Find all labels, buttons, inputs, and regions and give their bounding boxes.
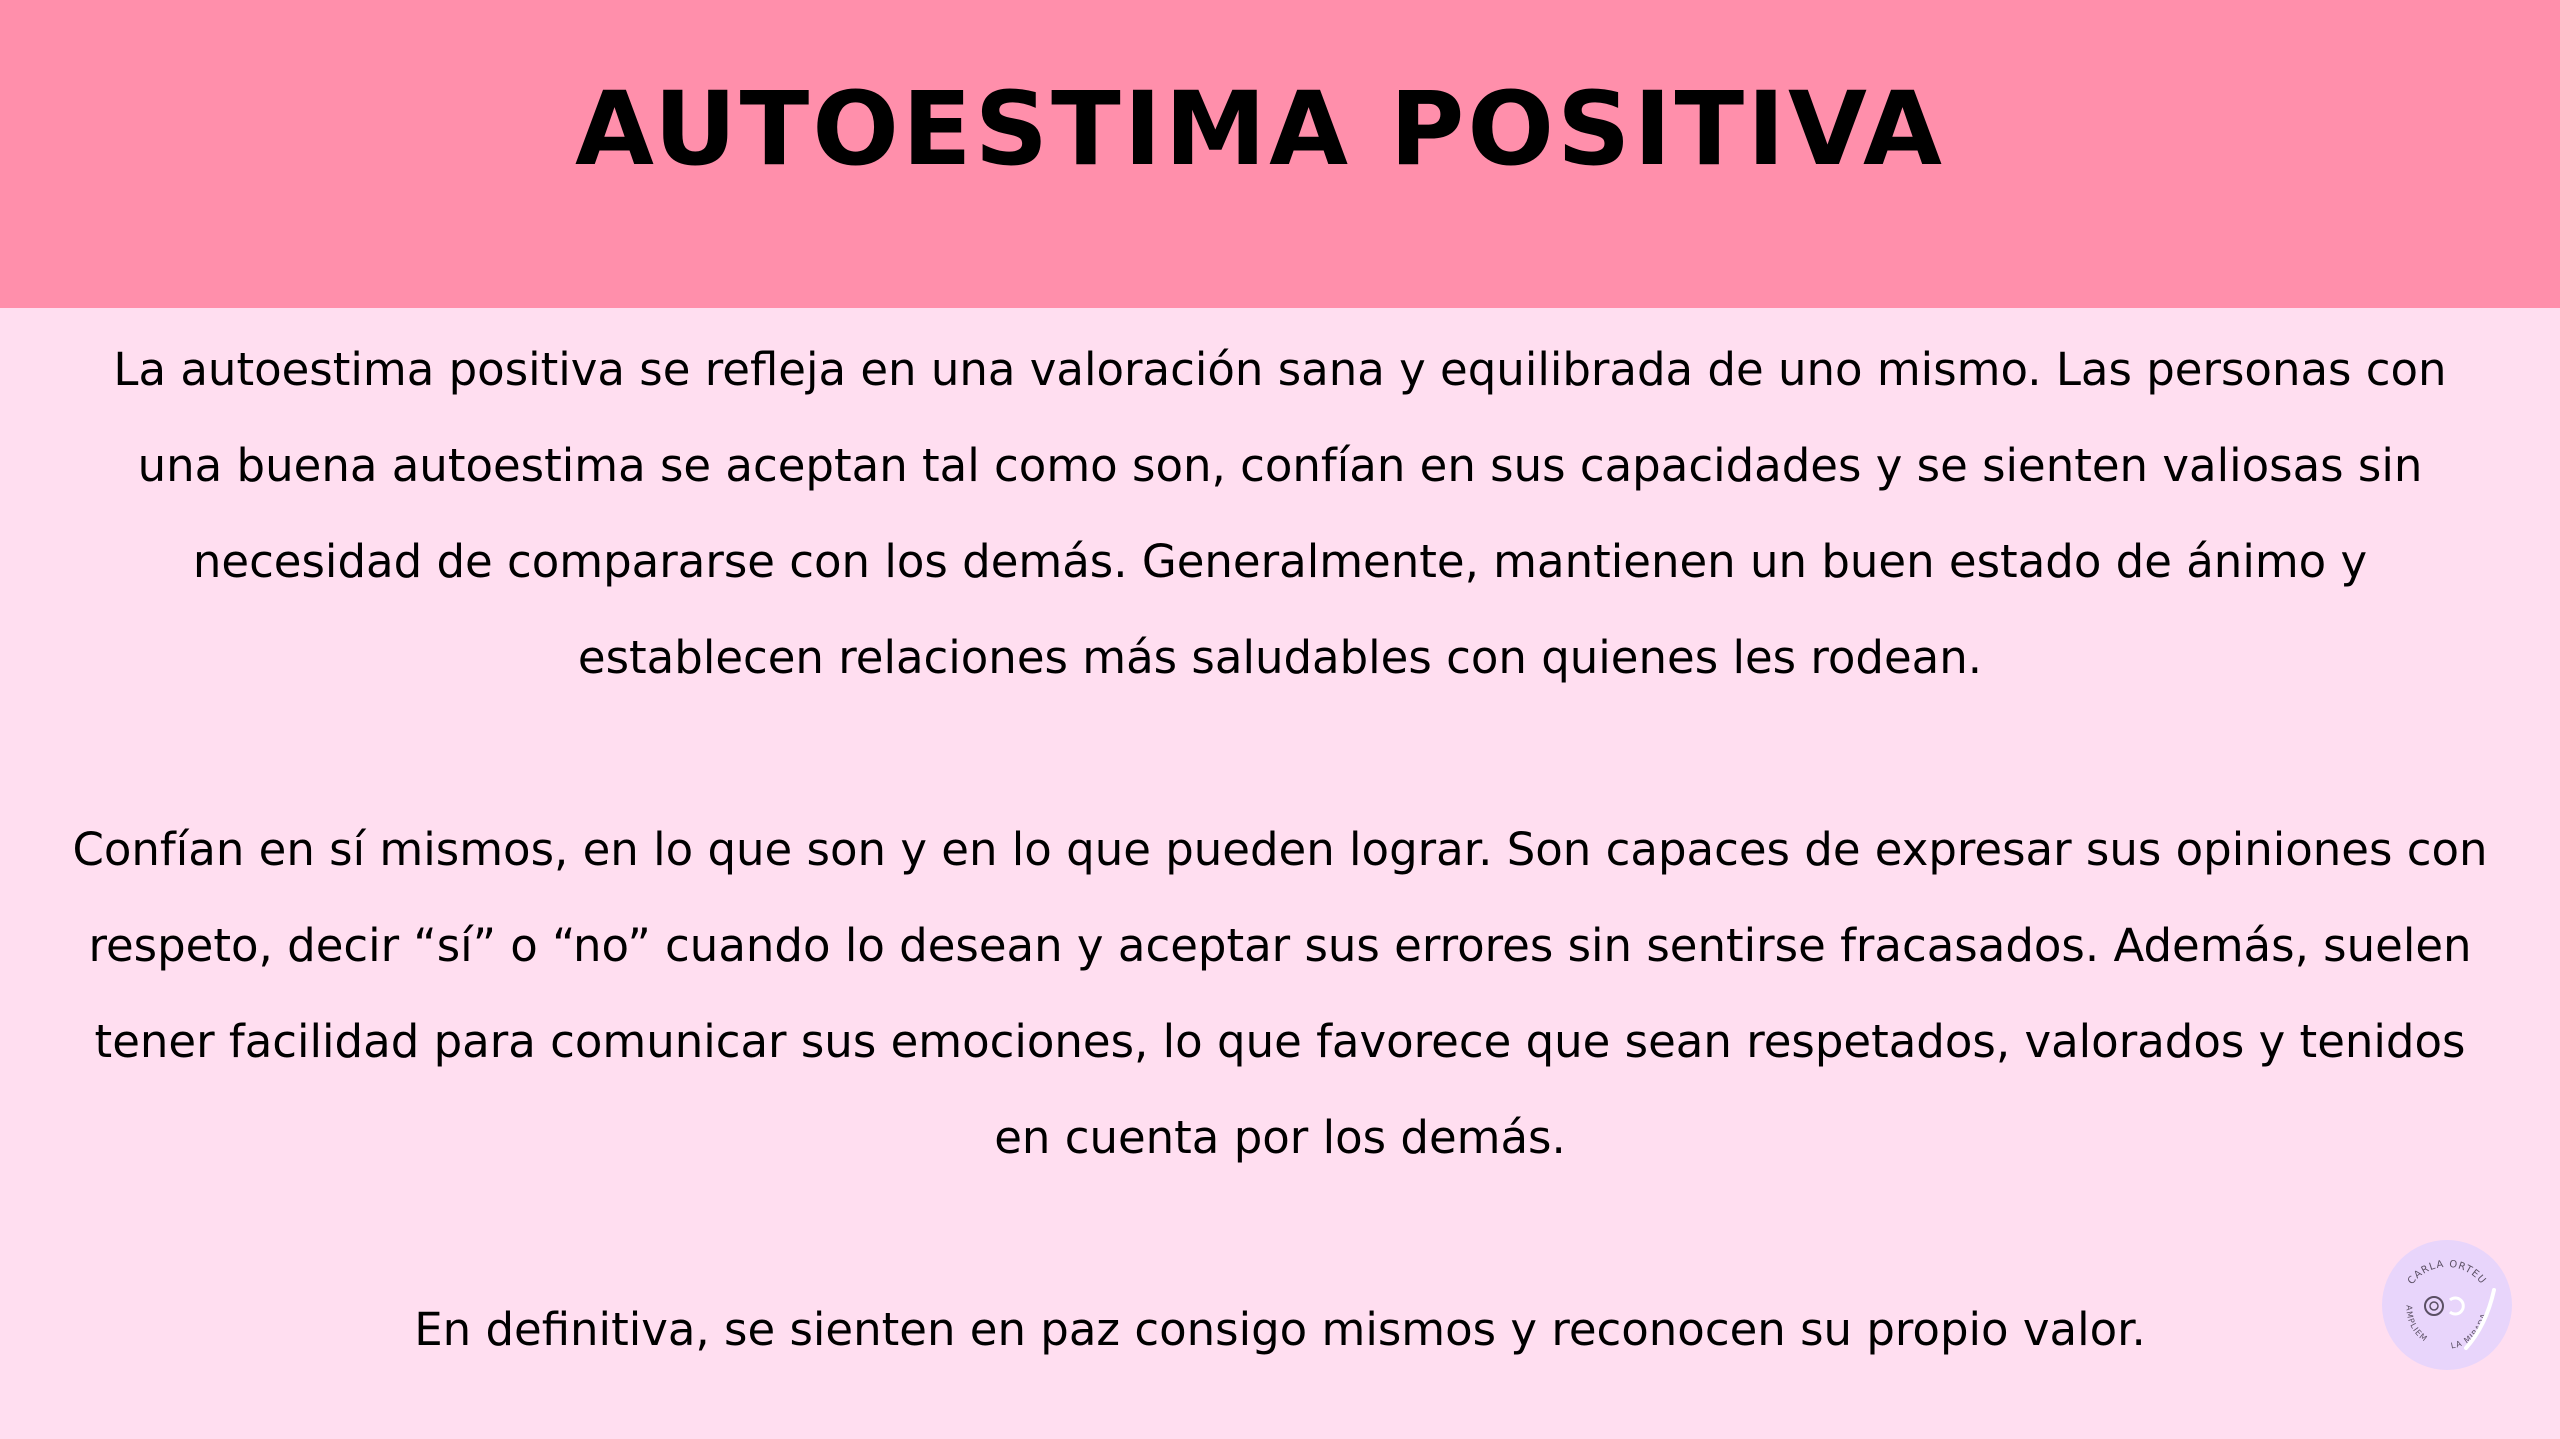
page-title: AUTOESTIMA POSITIVA <box>575 70 1945 189</box>
seal-text-top: CARLA ORTEU <box>2405 1258 2489 1287</box>
paragraph-3: En definitiva, se sienten en paz consigo mismos y reconocen su propio valor. <box>414 1303 2146 1356</box>
title-banner <box>0 0 2560 308</box>
paragraph-2: Confían en sí mismos, en lo que son y en lo que pueden lograr. Son capaces de expresar sus opiniones con respeto, decir “sí” o “no” cuando lo desean y aceptar sus errores sin sentirse fracasados. Además, suelen tener facilidad para comunicar sus emociones, lo que favorece que sean respetados, valorados y tenidos en cuenta por los demás. <box>72 823 2488 1164</box>
svg-text:CARLA ORTEU <box>2406 1259 2488 1287</box>
paragraph-1: La autoestima positiva se refleja en una valoración sana y equilibrada de uno mismo. Las personas con una buena autoestima se aceptan tal como son, confían en sus capacidades y se sienten valiosas sin necesidad de compararse con los demás. Generalmente, mantienen un buen estado de ánimo y establecen relaciones más saludables con quienes les rodean. <box>113 343 2447 684</box>
seal-text-left: AMPLIEM <box>2404 1305 2430 1344</box>
seal-text-right: LA MIRADA <box>2450 1312 2489 1351</box>
body-text <box>70 322 2490 1378</box>
logo-seal-icon <box>2382 1240 2512 1370</box>
